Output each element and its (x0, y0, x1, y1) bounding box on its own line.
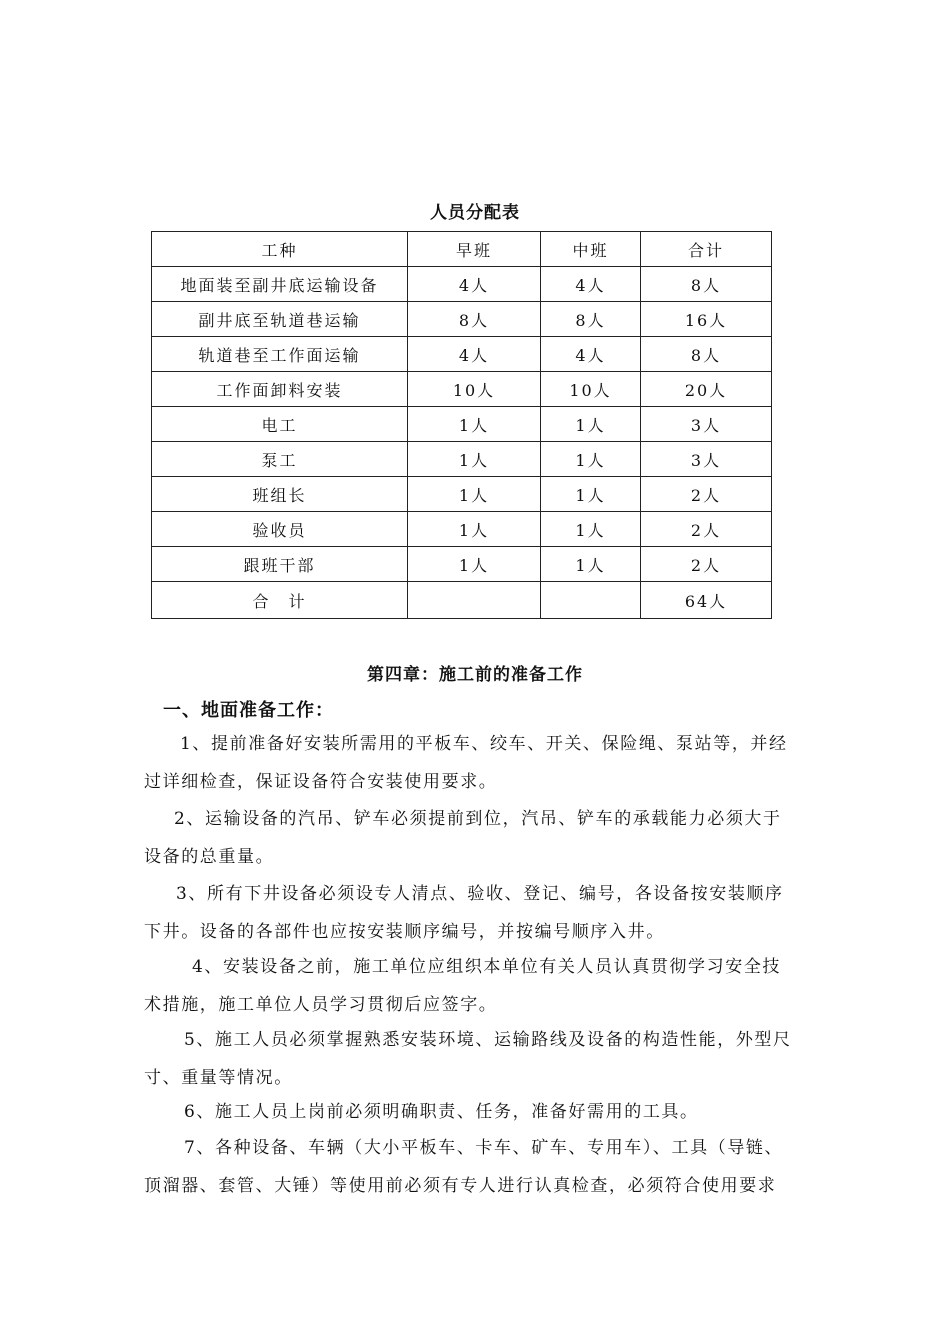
table-cell: 1人 (408, 407, 541, 442)
table-cell: 1人 (408, 477, 541, 512)
table-cell: 2人 (641, 477, 772, 512)
paragraph-line: 寸、重量等情况。 (144, 1068, 293, 1088)
paragraph-line: 6、施工人员上岗前必须明确职责、任务，准备好需用的工具。 (184, 1102, 699, 1122)
paragraph-line: 3、所有下井设备必须设专人清点、验收、登记、编号，各设备按安装顺序 (176, 884, 784, 904)
table-body (152, 232, 772, 619)
table-cell: 1人 (408, 442, 541, 477)
section-title: 一、地面准备工作： (163, 700, 334, 721)
table-row (152, 407, 772, 442)
table-cell: 2人 (641, 547, 772, 582)
table-cell: 4人 (541, 267, 641, 302)
paragraph-1 (144, 725, 808, 801)
table-cell: 4人 (408, 267, 541, 302)
table-cell: 3人 (641, 407, 772, 442)
table-cell: 10人 (541, 372, 641, 407)
table-cell: 班组长 (152, 477, 408, 512)
staff-allocation-table (151, 231, 772, 619)
paragraph-line: 2、运输设备的汽吊、铲车必须提前到位，汽吊、铲车的承载能力必须大于 (174, 809, 782, 829)
table-cell: 合 计 (152, 582, 408, 619)
table-cell: 1人 (541, 512, 641, 547)
paragraph-2 (144, 800, 808, 876)
table-cell: 1人 (541, 547, 641, 582)
table-cell: 轨道巷至工作面运输 (152, 337, 408, 372)
table-cell: 16人 (641, 302, 772, 337)
table-cell: 3人 (641, 442, 772, 477)
column-header: 合计 (641, 232, 772, 267)
table-cell: 8人 (541, 302, 641, 337)
paragraph-7 (144, 1129, 808, 1205)
table-cell: 2人 (641, 512, 772, 547)
paragraph-3 (144, 875, 808, 951)
table-cell: 副井底至轨道巷运输 (152, 302, 408, 337)
column-header: 工种 (152, 232, 408, 267)
table-cell: 跟班干部 (152, 547, 408, 582)
table-cell: 4人 (408, 337, 541, 372)
paragraph-line: 7、各种设备、车辆（大小平板车、卡车、矿车、专用车）、工具（导链、 (184, 1138, 784, 1158)
paragraph-6 (144, 1093, 808, 1131)
table-row (152, 302, 772, 337)
table-cell (408, 582, 541, 619)
paragraph-line: 4、安装设备之前，施工单位应组织本单位有关人员认真贯彻学习安全技 (192, 957, 782, 977)
total-row (152, 582, 772, 619)
table-cell: 20人 (641, 372, 772, 407)
chapter-title: 第四章：施工前的准备工作 (367, 665, 583, 685)
paragraph-line: 过详细检查，保证设备符合安装使用要求。 (144, 772, 498, 792)
paragraph-5 (144, 1021, 808, 1097)
table-cell: 10人 (408, 372, 541, 407)
paragraph-line: 顶溜器、套管、大锤）等使用前必须有专人进行认真检查，必须符合使用要求 (144, 1176, 777, 1196)
table-row (152, 372, 772, 407)
table-cell: 1人 (541, 407, 641, 442)
table-cell: 验收员 (152, 512, 408, 547)
paragraph-line: 下井。设备的各部件也应按安装顺序编号，并按编号顺序入井。 (144, 922, 665, 942)
column-header: 中班 (541, 232, 641, 267)
table-cell: 4人 (541, 337, 641, 372)
table-cell: 泵工 (152, 442, 408, 477)
table-row (152, 512, 772, 547)
table-cell: 8人 (408, 302, 541, 337)
column-header: 早班 (408, 232, 541, 267)
table-title: 人员分配表 (430, 203, 520, 223)
paragraph-4 (144, 948, 808, 1024)
table-row (152, 442, 772, 477)
table-row (152, 337, 772, 372)
table-cell: 1人 (408, 512, 541, 547)
table-cell: 64人 (641, 582, 772, 619)
table-cell: 8人 (641, 337, 772, 372)
table-cell: 1人 (541, 477, 641, 512)
table-cell (541, 582, 641, 619)
paragraph-line: 术措施，施工单位人员学习贯彻后应签字。 (144, 995, 498, 1015)
table-cell: 1人 (541, 442, 641, 477)
table-row (152, 547, 772, 582)
table-cell: 1人 (408, 547, 541, 582)
table-row (152, 267, 772, 302)
table-cell: 8人 (641, 267, 772, 302)
paragraph-line: 设备的总重量。 (144, 847, 275, 867)
table-cell: 工作面卸料安装 (152, 372, 408, 407)
paragraph-line: 1、提前准备好安装所需用的平板车、绞车、开关、保险绳、泵站等，并经 (180, 734, 788, 754)
table-cell: 地面装至副井底运输设备 (152, 267, 408, 302)
header-row (152, 232, 772, 267)
paragraph-line: 5、施工人员必须掌握熟悉安装环境、运输路线及设备的构造性能，外型尺 (184, 1030, 792, 1050)
table-cell: 电工 (152, 407, 408, 442)
table-row (152, 477, 772, 512)
